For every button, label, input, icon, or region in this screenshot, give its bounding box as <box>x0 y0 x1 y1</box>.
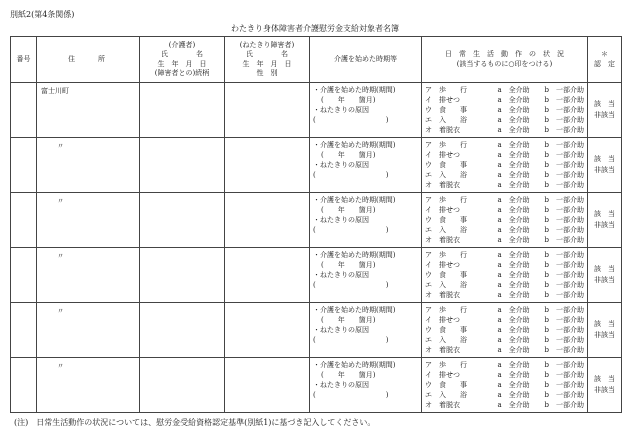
care-period-line: ( ) <box>313 336 389 344</box>
adl-option-partial-assist[interactable]: b 一部介助 <box>544 261 584 269</box>
certification-cell <box>588 248 622 303</box>
adl-item <box>425 205 584 215</box>
adl-status-cell[interactable] <box>422 358 588 413</box>
adl-item <box>425 290 584 300</box>
adl-item-label: ウ 食 事 <box>425 216 467 224</box>
adl-option-full-assist[interactable]: a 全介助 <box>497 391 530 399</box>
certification-not-applicable[interactable]: 非該当 <box>594 111 615 119</box>
adl-item <box>425 125 584 135</box>
adl-option-partial-assist[interactable]: b 一部介助 <box>544 86 584 94</box>
header-adl-line: (該当するものに○印をつける) <box>456 59 553 68</box>
number-cell[interactable] <box>11 303 37 358</box>
adl-item-label: イ 排せつ <box>425 316 460 324</box>
adl-item <box>425 390 584 400</box>
adl-item-label: ウ 食 事 <box>425 326 467 334</box>
certification-cell <box>588 83 622 138</box>
header-address: 住 所 <box>37 37 140 83</box>
header-caregiver <box>140 37 225 83</box>
certification-applicable[interactable]: 該 当 <box>594 320 615 328</box>
adl-item <box>425 160 584 170</box>
adl-item <box>425 305 584 315</box>
adl-item-label: ウ 食 事 <box>425 381 467 389</box>
adl-status-cell[interactable] <box>422 193 588 248</box>
adl-option-partial-assist[interactable]: b 一部介助 <box>544 271 584 279</box>
form-id: 別紙2(第4条関係) <box>10 10 75 19</box>
number-cell[interactable] <box>11 138 37 193</box>
address-cell[interactable] <box>37 358 140 413</box>
certification-not-applicable[interactable]: 非該当 <box>594 166 615 174</box>
adl-item-label: オ 着脱衣 <box>425 181 460 189</box>
adl-option-partial-assist[interactable]: b 一部介助 <box>544 291 584 299</box>
adl-item <box>425 280 584 290</box>
care-period-line: ( ) <box>313 391 389 399</box>
adl-option-full-assist[interactable]: a 全介助 <box>497 261 530 269</box>
certification-applicable[interactable]: 該 当 <box>594 100 615 108</box>
care-period-line: ・ねたきりの原因 <box>313 326 369 334</box>
adl-option-full-assist[interactable]: a 全介助 <box>497 336 530 344</box>
header-row <box>11 37 622 83</box>
header-disabled-line: (ねたきり障害者) <box>239 41 295 50</box>
adl-option-full-assist[interactable]: a 全介助 <box>497 346 530 354</box>
table-row <box>11 193 622 248</box>
adl-option-full-assist[interactable]: a 全介助 <box>497 86 530 94</box>
header-adl-line: 日 常 生 活 動 作 の 状 況 <box>445 50 564 59</box>
adl-option-partial-assist[interactable]: b 一部介助 <box>544 251 584 259</box>
care-period-line: ・介護を始めた時期(期間) <box>313 86 396 94</box>
address-cell[interactable] <box>37 83 140 138</box>
adl-option-full-assist[interactable]: a 全介助 <box>497 251 530 259</box>
care-period-cell[interactable] <box>310 138 422 193</box>
caregiver-cell[interactable] <box>140 83 225 138</box>
care-period-line: ( 年 箇月) <box>321 96 376 104</box>
adl-option-partial-assist[interactable]: b 一部介助 <box>544 216 584 224</box>
care-period-line: ( ) <box>313 116 389 124</box>
adl-item <box>425 115 584 125</box>
disabled-person-cell[interactable] <box>225 138 310 193</box>
certification-cell <box>588 358 622 413</box>
adl-option-partial-assist[interactable]: b 一部介助 <box>544 196 584 204</box>
adl-item <box>425 225 584 235</box>
adl-option-partial-assist[interactable]: b 一部介助 <box>544 336 584 344</box>
adl-item <box>425 360 584 370</box>
adl-option-full-assist[interactable]: a 全介助 <box>497 151 530 159</box>
adl-option-full-assist[interactable]: a 全介助 <box>497 271 530 279</box>
adl-item-label: イ 排せつ <box>425 151 460 159</box>
care-period-line: ・ねたきりの原因 <box>313 106 369 114</box>
adl-item-label: オ 着脱衣 <box>425 291 460 299</box>
number-cell[interactable] <box>11 83 37 138</box>
adl-item <box>425 260 584 270</box>
adl-option-full-assist[interactable]: a 全介助 <box>497 306 530 314</box>
adl-item-label: ウ 食 事 <box>425 271 467 279</box>
adl-option-partial-assist[interactable]: b 一部介助 <box>544 106 584 114</box>
certification-applicable[interactable]: 該 当 <box>594 375 615 383</box>
header-caregiver-line: (障害者との)続柄 <box>154 68 210 77</box>
adl-option-partial-assist[interactable]: b 一部介助 <box>544 141 584 149</box>
certification-applicable[interactable]: 該 当 <box>594 210 615 218</box>
care-period-line: ・介護を始めた時期(期間) <box>313 361 396 369</box>
adl-option-partial-assist[interactable]: b 一部介助 <box>544 281 584 289</box>
adl-item-label: イ 排せつ <box>425 371 460 379</box>
adl-option-full-assist[interactable]: a 全介助 <box>497 371 530 379</box>
adl-option-partial-assist[interactable]: b 一部介助 <box>544 401 584 409</box>
adl-option-full-assist[interactable]: a 全介助 <box>497 226 530 234</box>
table-row <box>11 248 622 303</box>
adl-option-partial-assist[interactable]: b 一部介助 <box>544 371 584 379</box>
adl-option-partial-assist[interactable]: b 一部介助 <box>544 206 584 214</box>
header-disabled-line: 生 年 月 日 <box>242 59 292 68</box>
address-value: 〃 <box>57 197 64 205</box>
adl-option-partial-assist[interactable]: b 一部介助 <box>544 346 584 354</box>
care-period-line: ( ) <box>313 171 389 179</box>
adl-option-partial-assist[interactable]: b 一部介助 <box>544 391 584 399</box>
adl-item-label: ア 歩 行 <box>425 141 467 149</box>
adl-item <box>425 250 584 260</box>
care-period-line: ( 年 箇月) <box>321 261 376 269</box>
adl-item <box>425 335 584 345</box>
certification-not-applicable[interactable]: 非該当 <box>594 386 615 394</box>
certification-applicable[interactable]: 該 当 <box>594 155 615 163</box>
care-period-line: ( 年 箇月) <box>321 206 376 214</box>
header-caregiver-line: (介護者) <box>168 41 196 50</box>
disabled-person-cell[interactable] <box>225 83 310 138</box>
address-cell[interactable] <box>37 193 140 248</box>
address-value: 〃 <box>57 307 64 315</box>
disabled-person-cell[interactable] <box>225 358 310 413</box>
care-period-cell[interactable] <box>310 248 422 303</box>
adl-item-label: イ 排せつ <box>425 206 460 214</box>
adl-item <box>425 400 584 410</box>
adl-item-label: オ 着脱衣 <box>425 236 460 244</box>
adl-item <box>425 85 584 95</box>
adl-option-partial-assist[interactable]: b 一部介助 <box>544 181 584 189</box>
header-number: 番号 <box>11 37 37 83</box>
adl-item-label: ア 歩 行 <box>425 361 467 369</box>
adl-item-label: ア 歩 行 <box>425 251 467 259</box>
adl-status-cell[interactable] <box>422 248 588 303</box>
header-caregiver-line: 生 年 月 日 <box>157 59 207 68</box>
care-period-cell[interactable] <box>310 303 422 358</box>
adl-option-partial-assist[interactable]: b 一部介助 <box>544 116 584 124</box>
adl-item-label: ア 歩 行 <box>425 86 467 94</box>
adl-option-full-assist[interactable]: a 全介助 <box>497 96 530 104</box>
adl-status-cell[interactable] <box>422 138 588 193</box>
adl-option-partial-assist[interactable]: b 一部介助 <box>544 151 584 159</box>
certification-not-applicable[interactable]: 非該当 <box>594 331 615 339</box>
adl-item <box>425 380 584 390</box>
adl-option-partial-assist[interactable]: b 一部介助 <box>544 381 584 389</box>
adl-option-full-assist[interactable]: a 全介助 <box>497 326 530 334</box>
header-certification <box>588 37 622 83</box>
adl-option-partial-assist[interactable]: b 一部介助 <box>544 96 584 104</box>
table-row <box>11 83 622 138</box>
adl-option-partial-assist[interactable]: b 一部介助 <box>544 361 584 369</box>
adl-option-full-assist[interactable]: a 全介助 <box>497 161 530 169</box>
adl-item-label: エ 入 浴 <box>425 391 467 399</box>
adl-option-full-assist[interactable]: a 全介助 <box>497 381 530 389</box>
adl-item <box>425 195 584 205</box>
adl-option-partial-assist[interactable]: b 一部介助 <box>544 236 584 244</box>
adl-item-label: エ 入 浴 <box>425 171 467 179</box>
certification-not-applicable[interactable]: 非該当 <box>594 276 615 284</box>
adl-item-label: イ 排せつ <box>425 261 460 269</box>
adl-option-full-assist[interactable]: a 全介助 <box>497 216 530 224</box>
table-row <box>11 303 622 358</box>
adl-option-partial-assist[interactable]: b 一部介助 <box>544 306 584 314</box>
adl-item-label: オ 着脱衣 <box>425 346 460 354</box>
address-value: 〃 <box>57 142 64 150</box>
footnote: (注) 日常生活動作の状況については、慰労金受給資格認定基準(別紙1)に基づき記入してください。 <box>14 418 376 427</box>
adl-item <box>425 150 584 160</box>
adl-option-full-assist[interactable]: a 全介助 <box>497 281 530 289</box>
adl-item <box>425 170 584 180</box>
care-period-line: ・介護を始めた時期(期間) <box>313 306 396 314</box>
adl-option-full-assist[interactable]: a 全介助 <box>497 206 530 214</box>
caregiver-cell[interactable] <box>140 358 225 413</box>
header-adl-status <box>422 37 588 83</box>
address-cell[interactable] <box>37 248 140 303</box>
adl-item-label: ア 歩 行 <box>425 306 467 314</box>
adl-item <box>425 370 584 380</box>
caregiver-cell[interactable] <box>140 303 225 358</box>
care-period-line: ( 年 箇月) <box>321 371 376 379</box>
certification-not-applicable[interactable]: 非該当 <box>594 221 615 229</box>
care-period-line: ( ) <box>313 281 389 289</box>
adl-option-full-assist[interactable]: a 全介助 <box>497 171 530 179</box>
care-period-line: ・介護を始めた時期(期間) <box>313 141 396 149</box>
adl-item-label: エ 入 浴 <box>425 281 467 289</box>
adl-item <box>425 325 584 335</box>
adl-option-full-assist[interactable]: a 全介助 <box>497 196 530 204</box>
care-period-line: ・介護を始めた時期(期間) <box>313 196 396 204</box>
number-cell[interactable] <box>11 358 37 413</box>
caregiver-cell[interactable] <box>140 248 225 303</box>
number-cell[interactable] <box>11 248 37 303</box>
disabled-person-cell[interactable] <box>225 303 310 358</box>
caregiver-cell[interactable] <box>140 193 225 248</box>
disabled-person-cell[interactable] <box>225 193 310 248</box>
adl-item-label: エ 入 浴 <box>425 336 467 344</box>
adl-item <box>425 270 584 280</box>
adl-item <box>425 95 584 105</box>
header-cert-mark: ＊ <box>601 50 608 59</box>
adl-option-partial-assist[interactable]: b 一部介助 <box>544 126 584 134</box>
adl-item-label: オ 着脱衣 <box>425 401 460 409</box>
adl-item-label: イ 排せつ <box>425 96 460 104</box>
adl-option-full-assist[interactable]: a 全介助 <box>497 316 530 324</box>
address-cell[interactable] <box>37 303 140 358</box>
adl-option-full-assist[interactable]: a 全介助 <box>497 401 530 409</box>
care-period-cell[interactable] <box>310 83 422 138</box>
adl-item-label: オ 着脱衣 <box>425 126 460 134</box>
certification-cell <box>588 138 622 193</box>
adl-option-full-assist[interactable]: a 全介助 <box>497 181 530 189</box>
register-table <box>10 36 622 413</box>
header-care-period: 介護を始めた時期等 <box>310 37 422 83</box>
adl-option-full-assist[interactable]: a 全介助 <box>497 116 530 124</box>
adl-option-full-assist[interactable]: a 全介助 <box>497 361 530 369</box>
table-row <box>11 138 622 193</box>
care-period-line: ・ねたきりの原因 <box>313 381 369 389</box>
adl-option-partial-assist[interactable]: b 一部介助 <box>544 161 584 169</box>
address-cell[interactable] <box>37 138 140 193</box>
care-period-cell[interactable] <box>310 193 422 248</box>
adl-option-partial-assist[interactable]: b 一部介助 <box>544 226 584 234</box>
care-period-line: ・介護を始めた時期(期間) <box>313 251 396 259</box>
adl-item <box>425 105 584 115</box>
number-cell[interactable] <box>11 193 37 248</box>
header-caregiver-line: 氏 名 <box>161 50 203 59</box>
care-period-line: ( 年 箇月) <box>321 316 376 324</box>
care-period-line: ( ) <box>313 226 389 234</box>
care-period-line: ・ねたきりの原因 <box>313 216 369 224</box>
table-row <box>11 358 622 413</box>
header-cert-label: 認 定 <box>594 59 615 68</box>
adl-status-cell[interactable] <box>422 303 588 358</box>
adl-item-label: ア 歩 行 <box>425 196 467 204</box>
adl-item <box>425 140 584 150</box>
adl-option-partial-assist[interactable]: b 一部介助 <box>544 326 584 334</box>
certification-cell <box>588 303 622 358</box>
care-period-line: ・ねたきりの原因 <box>313 271 369 279</box>
document-title: わたきり身体障害者介護慰労金支給対象者名簿 <box>231 24 399 33</box>
adl-option-full-assist[interactable]: a 全介助 <box>497 106 530 114</box>
adl-option-full-assist[interactable]: a 全介助 <box>497 291 530 299</box>
care-period-line: ( 年 箇月) <box>321 151 376 159</box>
adl-item-label: ウ 食 事 <box>425 106 467 114</box>
certification-applicable[interactable]: 該 当 <box>594 265 615 273</box>
adl-option-full-assist[interactable]: a 全介助 <box>497 141 530 149</box>
adl-item-label: ウ 食 事 <box>425 161 467 169</box>
address-value: 〃 <box>57 362 64 370</box>
care-period-cell[interactable] <box>310 358 422 413</box>
adl-item <box>425 235 584 245</box>
adl-item-label: エ 入 浴 <box>425 116 467 124</box>
header-disabled-person <box>225 37 310 83</box>
adl-option-full-assist[interactable]: a 全介助 <box>497 236 530 244</box>
adl-option-partial-assist[interactable]: b 一部介助 <box>544 316 584 324</box>
adl-item <box>425 215 584 225</box>
disabled-person-cell[interactable] <box>225 248 310 303</box>
adl-status-cell[interactable] <box>422 83 588 138</box>
address-value: 〃 <box>57 252 64 260</box>
adl-item <box>425 345 584 355</box>
adl-item <box>425 180 584 190</box>
certification-cell <box>588 193 622 248</box>
care-period-line: ・ねたきりの原因 <box>313 161 369 169</box>
header-disabled-line: 性 別 <box>256 68 278 77</box>
caregiver-cell[interactable] <box>140 138 225 193</box>
header-disabled-line: 氏 名 <box>246 50 288 59</box>
address-value: 富士川町 <box>41 87 69 95</box>
adl-item-label: エ 入 浴 <box>425 226 467 234</box>
adl-option-partial-assist[interactable]: b 一部介助 <box>544 171 584 179</box>
adl-option-full-assist[interactable]: a 全介助 <box>497 126 530 134</box>
adl-item <box>425 315 584 325</box>
